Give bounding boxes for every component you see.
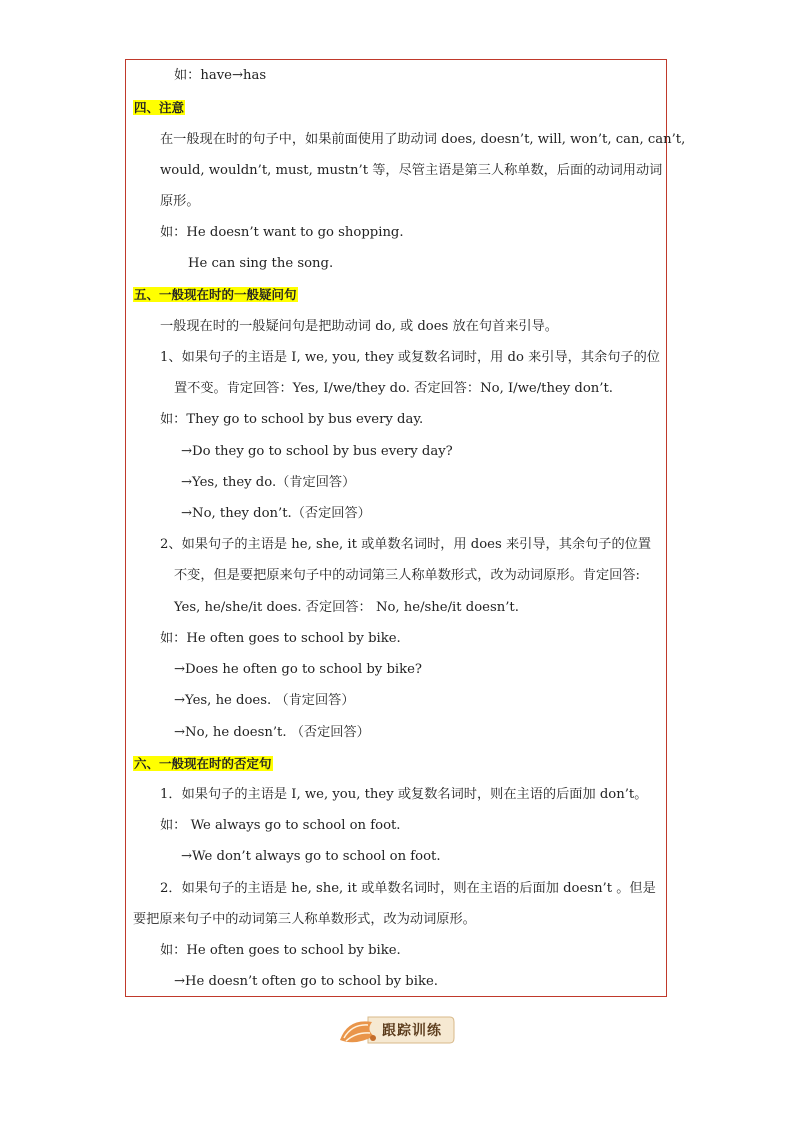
example-line: →Yes, they do.（肯定回答）	[181, 475, 356, 490]
paragraph-line: 在一般现在时的句子中，如果前面使用了助动词 does, doesn’t, will, won’t, can, can’t,	[160, 132, 686, 147]
rule-2-cont: Yes, he/she/it does. 否定回答： No, he/she/it doesn’t.	[174, 600, 519, 615]
section-heading-5: 五、一般现在时的一般疑问句	[134, 287, 297, 302]
section-heading-6: 六、一般现在时的否定句	[134, 756, 272, 771]
rule-1: 1．如果句子的主语是 I, we, you, they 或复数名词时，则在主语的后面加 don’t。	[160, 787, 648, 802]
section-heading-4: 四、注意	[134, 100, 185, 115]
example-line: 如：He often goes to school by bike.	[160, 631, 401, 646]
example-have-has: 如：have→has	[174, 68, 267, 83]
rule-2: 2．如果句子的主语是 he, she, it 或单数名词时，则在主语的后面加 doesn’t 。但是	[160, 881, 656, 896]
example-line: →Do they go to school by bus every day?	[181, 444, 453, 459]
example-line: →No, they don’t.（否定回答）	[181, 506, 371, 521]
rule-2-cont: 要把原来句子中的动词第三人称单数形式，改为动词原形。	[133, 912, 476, 927]
example-line: →Yes, he does. （肯定回答）	[174, 693, 355, 708]
example-line: 如：He doesn’t want to go shopping.	[160, 225, 404, 240]
example-line: →No, he doesn’t. （否定回答）	[174, 725, 370, 740]
example-line: 如：They go to school by bus every day.	[160, 412, 424, 427]
rule-2-cont: 不变，但是要把原来句子中的动词第三人称单数形式，改为动词原形。肯定回答:	[174, 568, 641, 583]
example-line: →Does he often go to school by bike?	[174, 662, 422, 677]
example-line: 如：He often goes to school by bike.	[160, 943, 401, 958]
rule-1-cont: 置不变。肯定回答：Yes, I/we/they do. 否定回答：No, I/we/they don’t.	[174, 381, 613, 396]
example-line: →He doesn’t often go to school by bike.	[174, 974, 438, 989]
rule-1: 1、如果句子的主语是 I, we, you, they 或复数名词时，用 do 来引导，其余句子的位	[160, 350, 660, 365]
example-line: He can sing the song.	[188, 256, 334, 271]
paragraph-line: 原形。	[160, 194, 200, 209]
example-line: →We don’t always go to school on foot.	[181, 849, 441, 864]
paragraph-line: 一般现在时的一般疑问句是把助动词 do, 或 does 放在句首来引导。	[160, 319, 558, 334]
badge-label: 跟踪训练	[382, 1023, 442, 1039]
paragraph-line: would, wouldn’t, must, mustn’t 等，尽管主语是第三人称单数，后面的动词用动词	[160, 163, 663, 178]
rule-2: 2、如果句子的主语是 he, she, it 或单数名词时，用 does 来引导，其余句子的位置	[160, 537, 652, 552]
example-line: 如： We always go to school on foot.	[160, 818, 401, 833]
